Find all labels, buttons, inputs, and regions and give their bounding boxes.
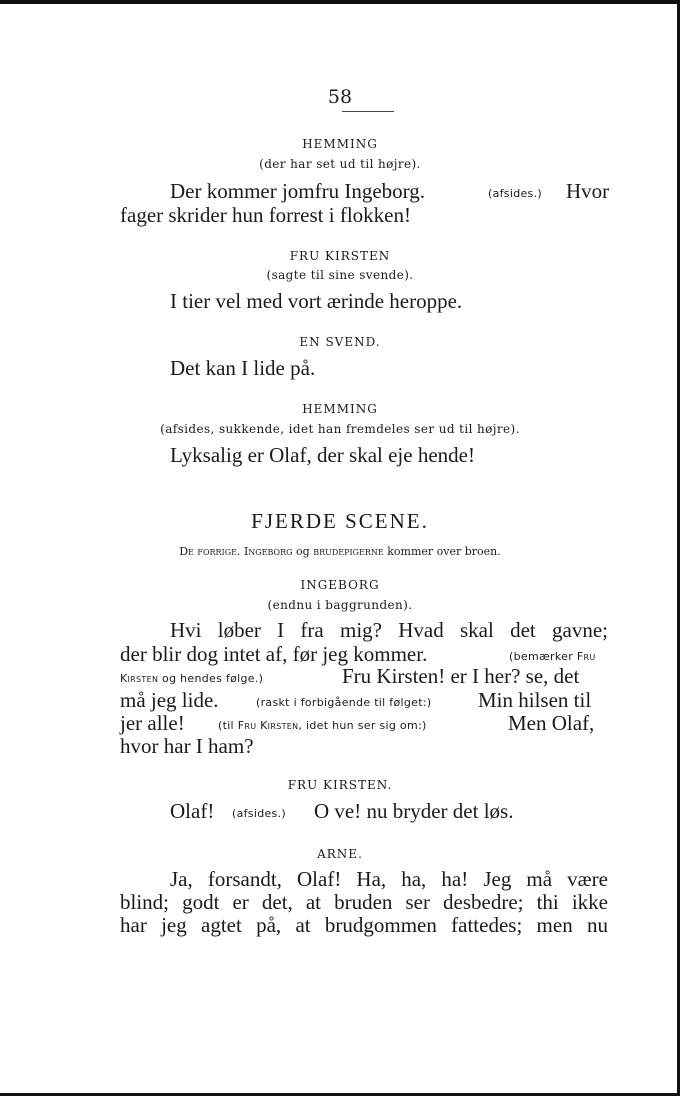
character-name: Ingeborg: [243, 545, 293, 558]
speaker-hemming: HEMMING: [302, 137, 378, 151]
verse-text: Men Olaf,: [508, 711, 595, 735]
aside-direction: [120, 672, 263, 685]
verse-text: O ve! nu bryder det løs.: [314, 799, 514, 823]
verse-line: Det kan I lide på.: [170, 356, 316, 380]
aside-direction: (raskt i forbigående til følget:): [256, 696, 432, 709]
stage-direction: (sagte til sine svende).: [266, 268, 414, 282]
direction-text: kommer over broen.: [387, 545, 501, 558]
speaker-fru-kirsten: FRU KIRSTEN.: [287, 778, 393, 792]
aside-text: og hendes følge.): [162, 672, 264, 685]
character-names: brudepigerne: [313, 545, 384, 558]
character-name: Fru: [576, 650, 596, 663]
speaker-fru-kirsten: FRU KIRSTEN: [289, 249, 391, 263]
verse-line: blind; godt er det, at bruden ser desbedre; thi ikke: [120, 890, 608, 914]
verse-text: Fru Kirsten! er I her? se, det: [342, 664, 580, 688]
verse-text: Olaf!: [170, 799, 215, 823]
verse-text: der blir dog intet af, før jeg kommer.: [120, 642, 428, 666]
speaker-arne: ARNE.: [317, 847, 363, 861]
aside-direction: [509, 650, 596, 663]
verse-line: har jeg agtet på, at brudgommen fattedes; men nu: [120, 913, 608, 937]
verse-line: I tier vel med vort ærinde heroppe.: [170, 289, 463, 313]
character-name: Kirsten: [120, 672, 159, 685]
verse-text: Hvor: [566, 179, 610, 203]
verse-line: Hvi løber I fra mig? Hvad skal det gavne;: [170, 618, 608, 642]
stage-direction: (endnu i baggrunden).: [267, 598, 413, 612]
scene-title: FJERDE SCENE.: [251, 509, 429, 533]
speaker-en-svend: EN SVEND.: [299, 335, 381, 349]
scene-stage-direction: [0, 545, 680, 558]
aside-text: idet hun ser sig om:): [306, 719, 427, 732]
character-name: Fru Kirsten,: [237, 719, 303, 732]
conjunction: og: [296, 545, 310, 558]
aside-direction: (afsides.): [488, 187, 542, 200]
verse-line: [170, 179, 425, 204]
verse-text: jer alle!: [120, 711, 185, 735]
page-number: 58: [327, 86, 353, 108]
aside-text: (bemærker: [509, 650, 574, 663]
verse-line: Ja, forsandt, Olaf! Ha, ha, ha! Jeg må være: [170, 867, 608, 891]
verse-line: fager skrider hun forrest i flokken!: [120, 203, 411, 227]
verse-text: må jeg lide.: [120, 688, 219, 712]
aside-direction: [218, 719, 427, 732]
page-number-rule: [342, 111, 394, 112]
stage-direction: (afsides, sukkende, idet han fremdeles ser ud til højre).: [160, 422, 520, 436]
speaker-hemming: HEMMING: [302, 402, 378, 416]
aside-text: (til: [218, 719, 234, 732]
character-names: De forrige.: [179, 545, 241, 558]
aside-direction: (afsides.): [232, 807, 286, 820]
verse-text: Min hilsen til: [478, 688, 592, 712]
speaker-ingeborg: INGEBORG: [300, 578, 380, 592]
stage-direction: (der har set ud til højre).: [259, 157, 421, 171]
verse-line: Lyksalig er Olaf, der skal eje hende!: [170, 443, 475, 467]
verse-text: Der kommer jomfru Ingeborg.: [170, 179, 426, 203]
verse-line: hvor har I ham?: [120, 734, 254, 758]
